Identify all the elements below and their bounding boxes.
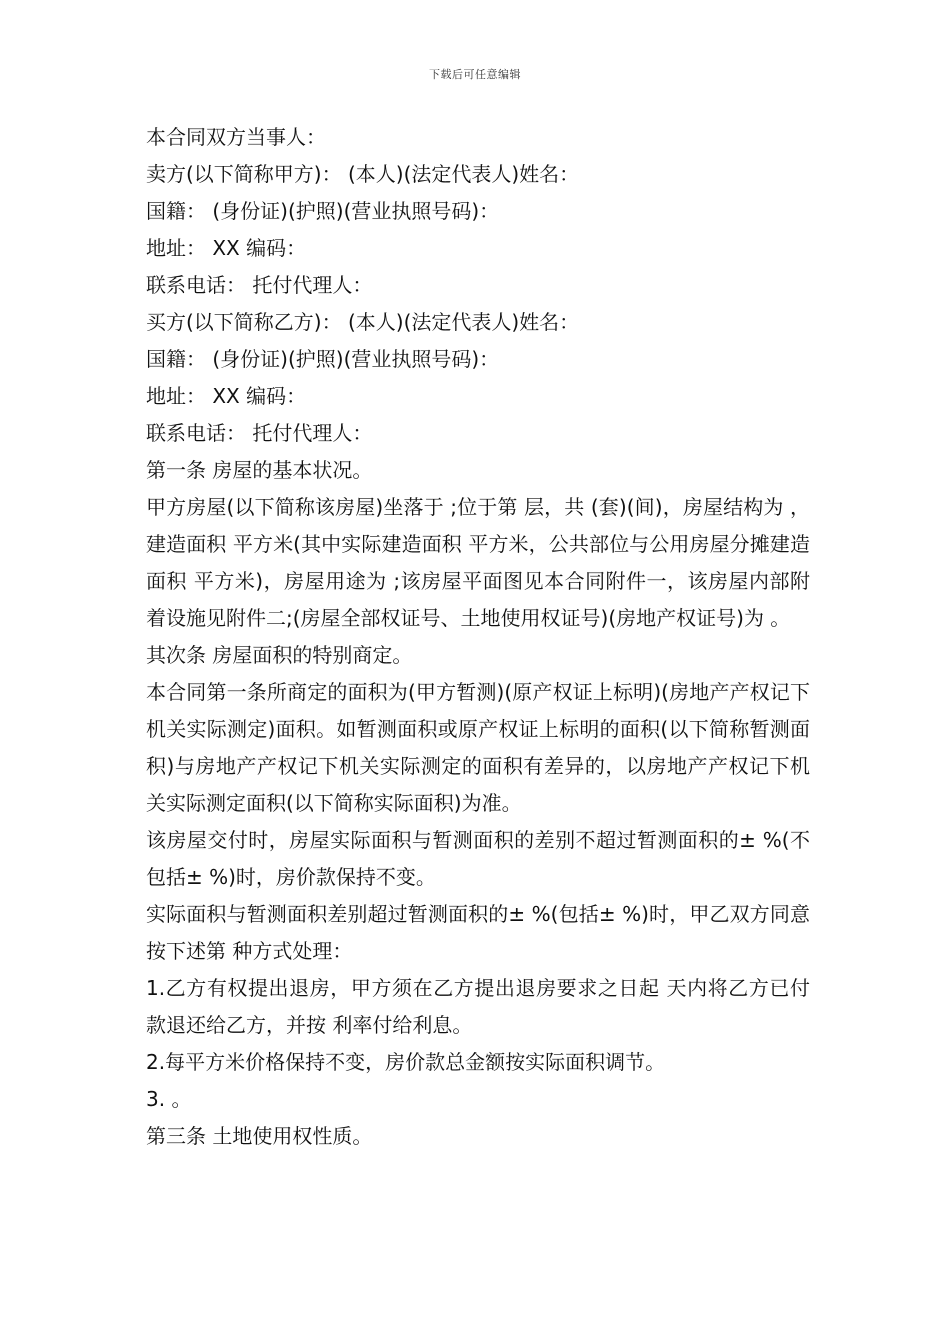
paragraph-parties: 本合同双方当事人：: [146, 125, 326, 149]
article-2-body: 本合同第一条所商定的面积为(甲方暂测)(原产权证上标明)(房地产产权记下机关实际测定)面积。如暂测面积或原产权证上标明的面积(以下简称暂测面积)与房地产产权记下机关实际测定的面积有差异的，以房地产产权记下机关实际测定面积(以下简称实际面积)为准。: [146, 680, 810, 815]
paragraph-buyer-nationality: 国籍： (身份证)(护照)(营业执照号码)：: [146, 347, 500, 371]
document-body: [146, 119, 810, 1155]
article-2-heading: 其次条 房屋面积的特别商定。: [146, 643, 413, 667]
article-1-body: 甲方房屋(以下简称该房屋)坐落于 ;位于第 层，共 (套)(间)，房屋结构为 ，建造面积 平方米(其中实际建造面积 平方米，公共部位与公用房屋分摊建造面积 平方米)，房屋用途为 ;该房屋平面图见本合同附件一，该房屋内部附着设施见附件二;(房屋全部权证号、土地使用权证号)(房地产权证号)为 。: [146, 495, 810, 630]
article-2-tolerance: 该房屋交付时，房屋实际面积与暂测面积的差别不超过暂测面积的± %(不包括± %)时，房价款保持不变。: [146, 828, 810, 889]
paragraph-seller-address: 地址： XX 编码：: [146, 236, 307, 260]
paragraph-buyer-address: 地址： XX 编码：: [146, 384, 307, 408]
paragraph-seller: 卖方(以下简称甲方)： (本人)(法定代表人)姓名：: [146, 162, 580, 186]
article-2-option-2: 2.每平方米价格保持不变，房价款总金额按实际面积调节。: [146, 1050, 666, 1074]
article-1-heading: 第一条 房屋的基本状况。: [146, 458, 373, 482]
paragraph-seller-phone: 联系电话： 托付代理人：: [146, 273, 373, 297]
article-2-option-1: 1.乙方有权提出退房，甲方须在乙方提出退房要求之日起 天内将乙方已付款退还给乙方，并按 利率付给利息。: [146, 976, 810, 1037]
article-2-option-3: 3. 。: [146, 1087, 192, 1111]
paragraph-buyer: 买方(以下简称乙方)： (本人)(法定代表人)姓名：: [146, 310, 580, 334]
article-3-heading: 第三条 土地使用权性质。: [146, 1124, 373, 1148]
paragraph-buyer-phone: 联系电话： 托付代理人：: [146, 421, 373, 445]
page-header: 下载后可任意编辑: [429, 68, 521, 81]
paragraph-seller-nationality: 国籍： (身份证)(护照)(营业执照号码)：: [146, 199, 500, 223]
article-2-exceed: 实际面积与暂测面积差别超过暂测面积的± %(包括± %)时，甲乙双方同意按下述第 种方式处理：: [146, 902, 810, 963]
